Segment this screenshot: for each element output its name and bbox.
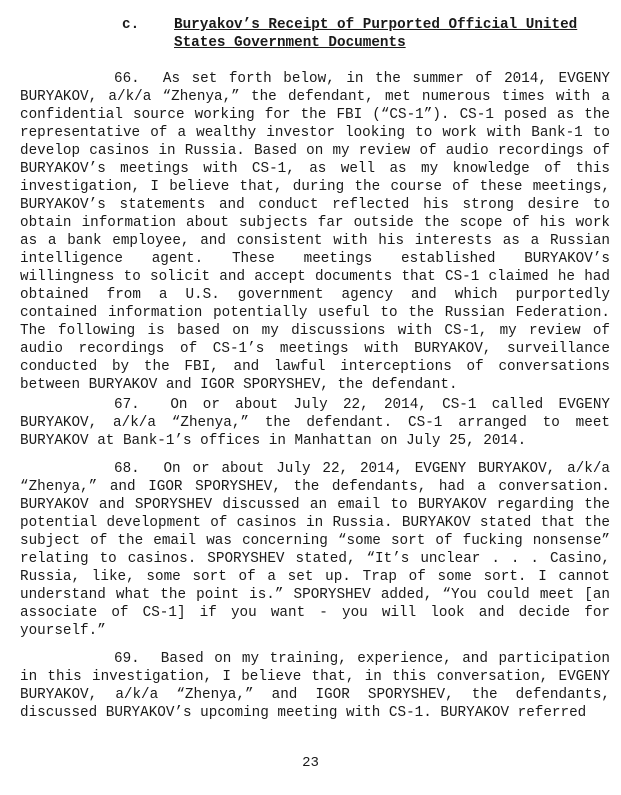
- paragraph-text: On or about July 22, 2014, CS-1 called EVGENY BURYAKOV, a/k/a “Zhenya,” the defendant. CS-1 arranged to meet BURYAKOV at Bank-1’s offices in Manhattan on July 25, 2014.: [20, 397, 610, 449]
- page-number: 23: [302, 755, 319, 771]
- section-title-line2: States Government Documents: [174, 35, 406, 51]
- paragraph-text: On or about July 22, 2014, EVGENY BURYAKOV, a/k/a “Zhenya,” and IGOR SPORYSHEV, the defendants, had a conversation. BURYAKOV and SPORYSHEV discussed an email to BURYAKOV regarding the potential development of casinos in Russia. BURYAKOV stated that the subject of the email was concerning “some sort of fucking nonsense” relating to casinos. SPORYSHEV stated, “It’s unclear . . . Casino, Russia, like, some sort of a set up. Trap of some sort. I cannot understand what the point is.” SPORYSHEV added, “You could meet [an associate of CS-1] if you want - you will look and decide for yourself.”: [20, 461, 610, 639]
- section-heading: [122, 16, 602, 52]
- paragraph-text: As set forth below, in the summer of 2014, EVGENY BURYAKOV, a/k/a “Zhenya,” the defendant, met numerous times with a confidential source working for the FBI (“CS-1”). CS-1 posed as the representative of a wealthy investor looking to work with Bank-1 to develop casinos in Russia. Based on my review of audio recordings of BURYAKOV’s meetings with CS-1, as well as my knowledge of this investigation, I believe that, during the course of these meetings, BURYAKOV’s statements and conduct reflected his strong desire to obtain information about subjects far outside the scope of his work as a bank employee, and consistent with his interests as a Russian intelligence agent. These meetings established BURYAKOV’s willingness to solicit and accept documents that CS-1 claimed he had obtained from a U.S. government agency and which purportedly contained information potentially useful to the Russian Federation. The following is based on my discussions with CS-1, my review of audio recordings of CS-1’s meetings with BURYAKOV, surveillance conducted by the FBI, and lawful interceptions of conversations between BURYAKOV and IGOR SPORYSHEV, the defendant.: [20, 71, 610, 393]
- paragraph-number: 67.: [114, 397, 140, 413]
- section-title-line1: Buryakov’s Receipt of Purported Official United: [174, 17, 578, 33]
- paragraph-number: 68.: [114, 461, 140, 477]
- paragraph-67: [20, 396, 610, 450]
- paragraph-number: 66.: [114, 71, 140, 87]
- paragraph-69: [20, 650, 610, 722]
- paragraph-text: Based on my training, experience, and participation in this investigation, I believe that, in this conversation, EVGENY BURYAKOV, a/k/a “Zhenya,” and IGOR SPORYSHEV, the defendants, discussed BURYAKOV’s upcoming meeting with CS-1. BURYAKOV referred: [20, 651, 610, 721]
- paragraph-number: 69.: [114, 651, 140, 667]
- paragraph-68: [20, 460, 610, 640]
- section-letter: c.: [122, 17, 140, 33]
- paragraph-66: [20, 70, 610, 394]
